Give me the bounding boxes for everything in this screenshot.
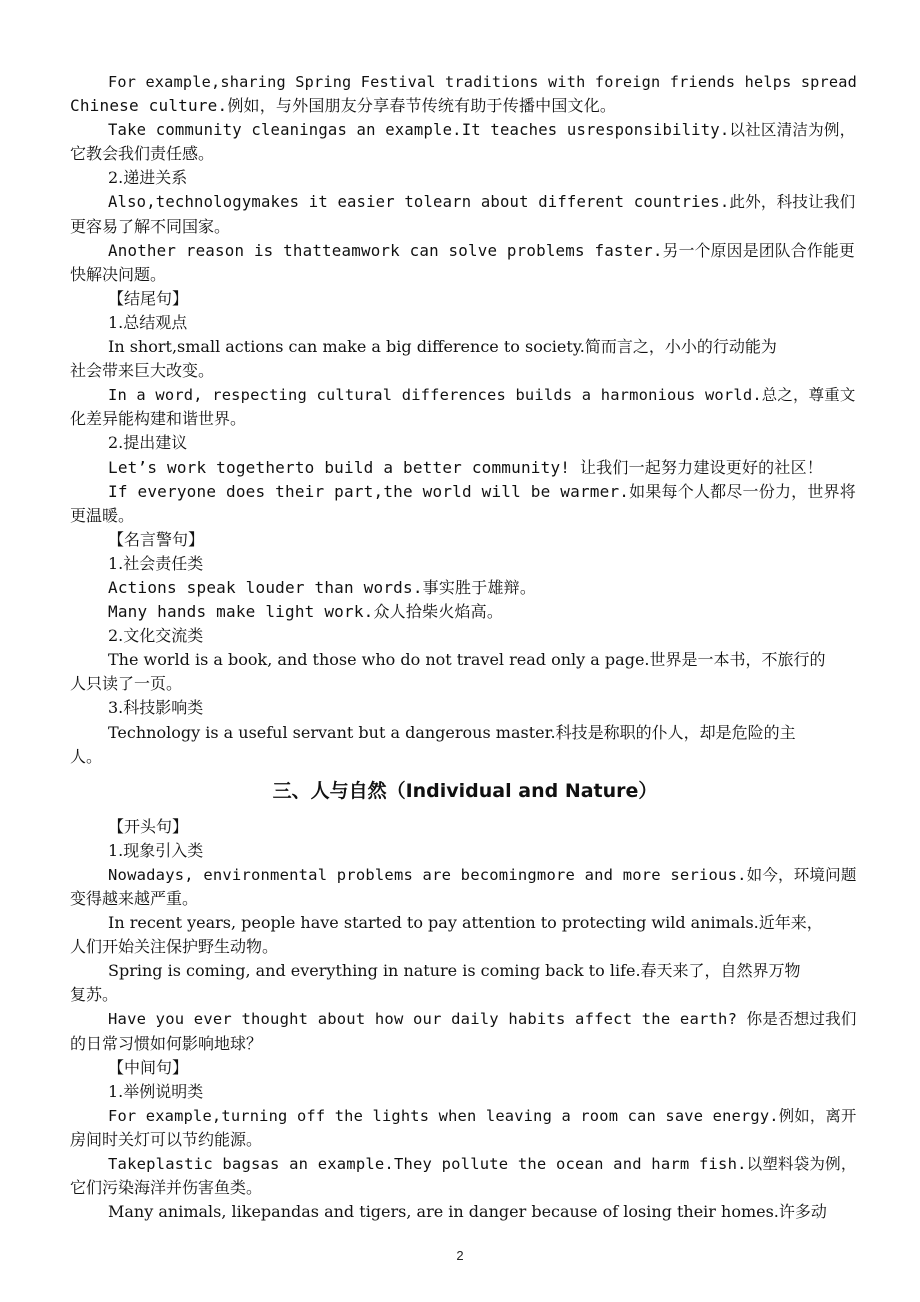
section-label: 【开头句】 <box>108 816 189 836</box>
page-number: 2 <box>456 1248 464 1263</box>
quote-line: Actions speak louder than words.事实胜于雄辩。 <box>108 577 537 597</box>
paragraph-line: 它们污染海洋并伤害鱼类。 <box>70 1178 263 1198</box>
paragraph-line: For example,turning off the lights when leaving a room can save energy.例如，离开 <box>108 1106 857 1125</box>
paragraph-line: Another reason is thatteamwork can solve problems faster.另一个原因是团队合作能更 <box>108 240 855 260</box>
paragraph-line: 房间时关灯可以节约能源。 <box>70 1129 263 1149</box>
paragraph-line: In short,small actions can make a big difference to society.简而言之，小小的行动能为 <box>108 337 777 357</box>
subheading: 1.总结观点 <box>108 312 188 332</box>
paragraph-line: Many animals, likepandas and tigers, are in danger because of losing their homes.许多动 <box>108 1202 827 1222</box>
subheading: 1.社会责任类 <box>108 553 204 573</box>
paragraph-line: Have you ever thought about how our daily habits affect the earth? 你是否想过我们 <box>108 1010 857 1029</box>
paragraph-line: Chinese culture.例如，与外国朋友分享春节传统有助于传播中国文化。 <box>70 96 617 116</box>
quote-line: 人。 <box>70 746 103 766</box>
paragraph-line: 快解决问题。 <box>70 264 167 284</box>
paragraph-line: Spring is coming, and everything in nature is coming back to life.春天来了，自然界万物 <box>108 961 801 981</box>
subheading: 1.举例说明类 <box>108 1081 204 1101</box>
paragraph-line: 人们开始关注保护野生动物。 <box>70 937 279 957</box>
paragraph-line: Takeplastic bagsas an example.They pollute the ocean and harm fish.以塑料袋为例， <box>108 1155 857 1174</box>
paragraph-line: 社会带来巨大改变。 <box>70 361 215 381</box>
subheading: 2.文化交流类 <box>108 626 204 646</box>
paragraph-line: In recent years, people have started to pay attention to protecting wild animals.近年来， <box>108 913 823 933</box>
paragraph-line: 更温暖。 <box>70 505 135 525</box>
paragraph-line: For example,sharing Spring Festival traditions with foreign friends helps spread <box>108 73 857 91</box>
paragraph-line: Let’s work togetherto build a better community! 让我们一起努力建设更好的社区！ <box>108 457 823 477</box>
quote-line: 人只读了一页。 <box>70 674 183 694</box>
paragraph-line: Take community cleaningas an example.It teaches usresponsibility.以社区清洁为例， <box>108 121 856 140</box>
subheading: 1.现象引入类 <box>108 840 204 860</box>
paragraph-line: 的日常习惯如何影响地球？ <box>70 1033 263 1053</box>
subheading: 2.提出建议 <box>108 433 188 453</box>
paragraph-line: 变得越来越严重。 <box>70 889 199 908</box>
paragraph-line: 化差异能构建和谐世界。 <box>70 409 247 429</box>
subheading: 3.科技影响类 <box>108 698 204 718</box>
document-body <box>70 70 860 1224</box>
section-label: 【结尾句】 <box>108 288 189 308</box>
quote-line: Many hands make light work.众人拾柴火焰高。 <box>108 602 504 622</box>
paragraph-line: 复苏。 <box>70 985 119 1005</box>
quote-line: The world is a book, and those who do not travel read only a page.世界是一本书，不旅行的 <box>108 650 826 670</box>
subheading: 2.递进关系 <box>108 168 188 188</box>
paragraph-line: 更容易了解不同国家。 <box>70 216 231 236</box>
paragraph-line: 它教会我们责任感。 <box>70 144 215 164</box>
paragraph-line: In a word, respecting cultural differences builds a harmonious world.总之，尊重文 <box>108 386 856 405</box>
paragraph-line: Nowadays, environmental problems are becomingmore and more serious.如今，环境问题 <box>108 865 857 884</box>
section-heading: 三、人与自然（Individual and Nature） <box>272 779 658 802</box>
paragraph-line: Also,technologymakes it easier tolearn about different countries.此外，科技让我们 <box>108 193 856 212</box>
section-label: 【中间句】 <box>108 1057 189 1077</box>
section-label: 【名言警句】 <box>108 529 205 549</box>
paragraph-line: If everyone does their part,the world will be warmer.如果每个人都尽一份力，世界将 <box>108 481 856 501</box>
quote-line: Technology is a useful servant but a dangerous master.科技是称职的仆人，却是危险的主 <box>108 722 796 742</box>
